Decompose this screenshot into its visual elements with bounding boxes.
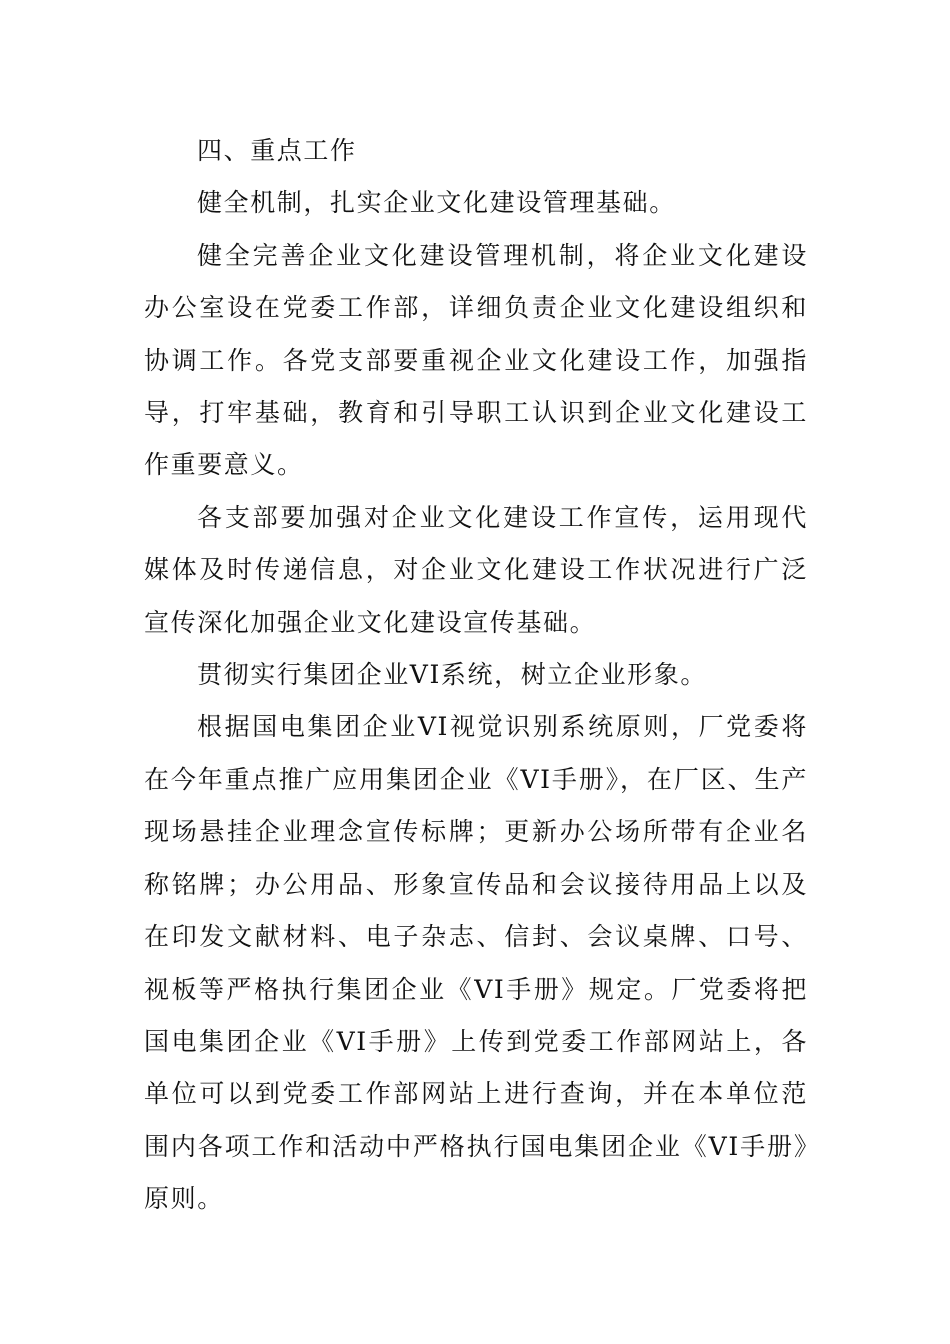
paragraph-vi-body: 根据国电集团企业VI视觉识别系统原则，厂党委将在今年重点推广应用集团企业《VI手册》，在厂区、生产现场悬挂企业理念宣传标牌；更新办公场所带有企业名称铭牌；办公用品、形象宣传品和会议接待用品上以及在印发文献材料、电子杂志、信封、会议桌牌、口号、视板等严格执行集团企业《VI手册》规定。厂党委将把国电集团企业《VI手册》上传到党委工作部网站上，各单位可以到党委工作部网站上进行查询，并在本单位范围内各项工作和活动中严格执行国电集团企业《VI手册》原则。 — [144, 712, 808, 1214]
document-body — [144, 125, 808, 1226]
paragraph-mechanism-title: 健全机制，扎实企业文化建设管理基础。 — [197, 188, 676, 218]
section-heading: 四、重点工作 — [197, 136, 357, 165]
paragraph-publicity: 各支部要加强对企业文化建设工作宣传，运用现代媒体及时传递信息，对企业文化建设工作状况进行广泛宣传深化加强企业文化建设宣传基础。 — [144, 502, 808, 637]
paragraph-vi-title: 贯彻实行集团企业VI系统，树立企业形象。 — [197, 660, 707, 690]
paragraph-mechanism-body: 健全完善企业文化建设管理机制，将企业文化建设办公室设在党委工作部，详细负责企业文化建设组织和协调工作。各党支部要重视企业文化建设工作，加强指导，打牢基础，教育和引导职工认识到企业文化建设工作重要意义。 — [144, 240, 808, 480]
